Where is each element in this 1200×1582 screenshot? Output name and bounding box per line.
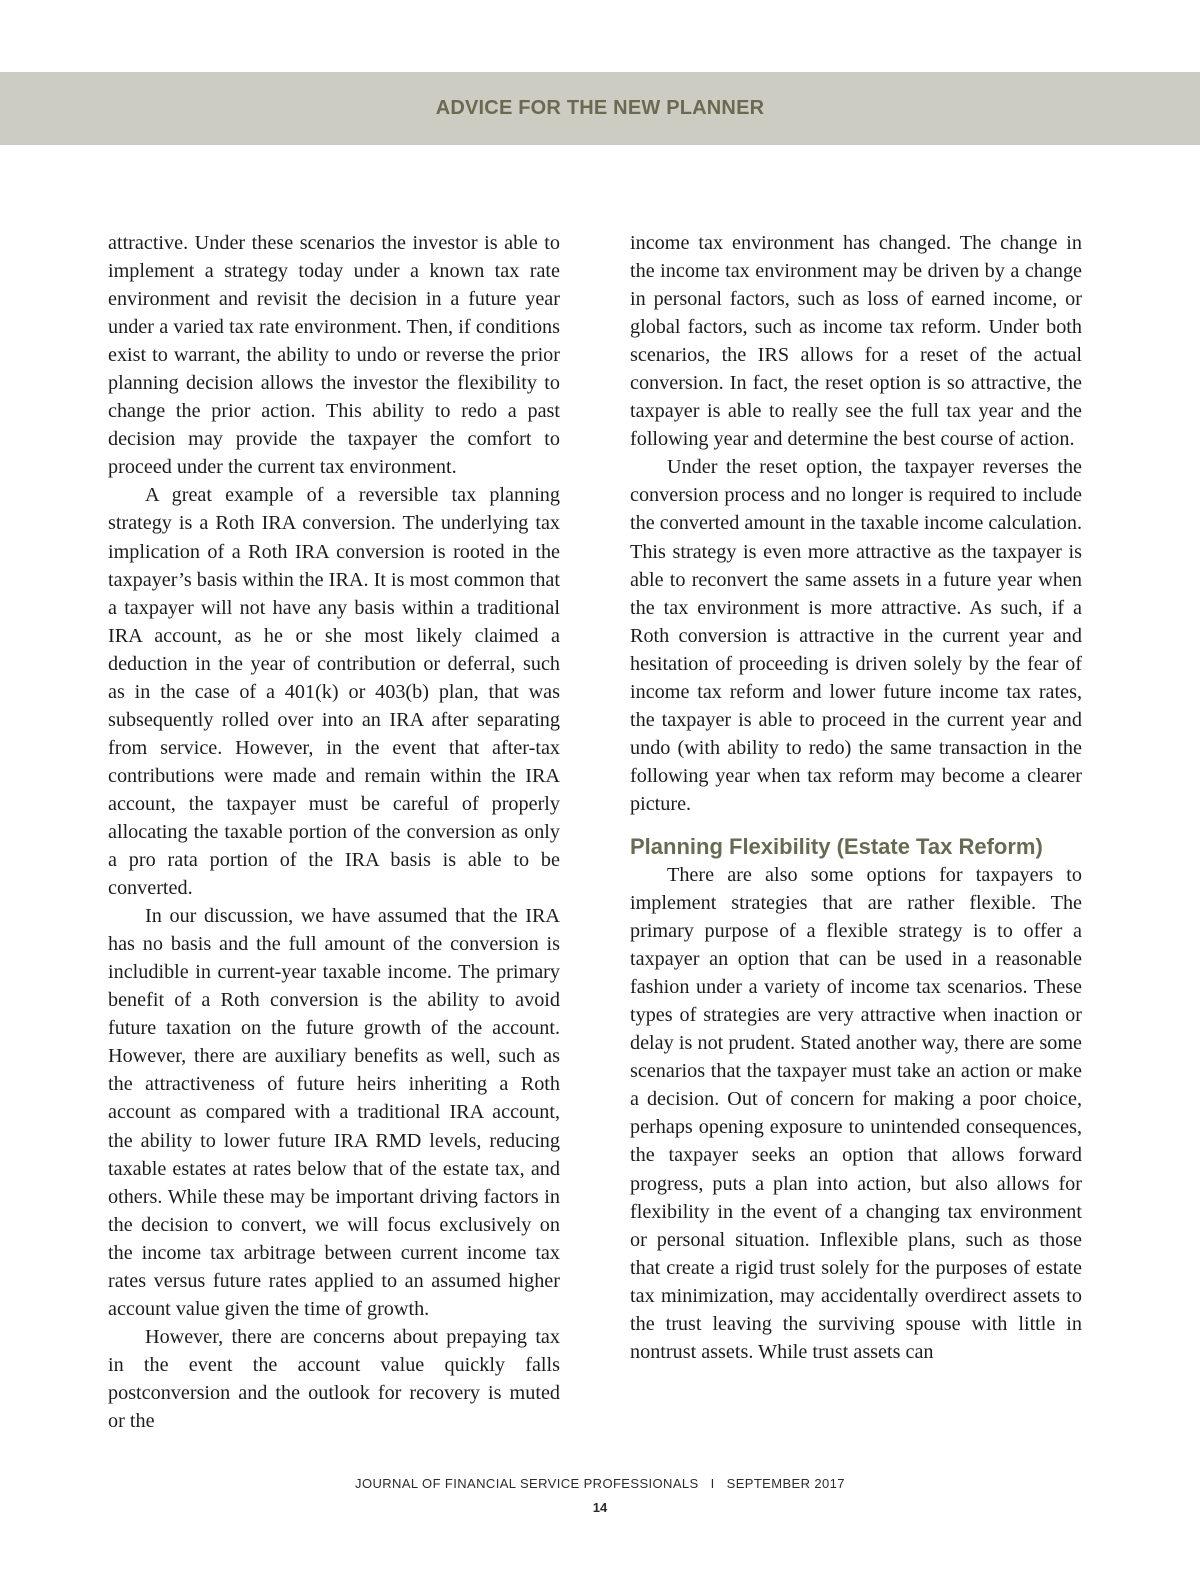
- body-paragraph: There are also some options for taxpayers to implement strategies that are rather flexible. The primary purpose of a flexible strategy is to offer a taxpayer an option that can be used in a reasonable fashion under a variety of income tax scenarios. These types of strategies are very attractive when inaction or delay is not prudent. Stated another way, there are some scenarios that the taxpayer must take an action or make a decision. Out of concern for making a poor choice, perhaps opening exposure to unintended consequences, the taxpayer seeks an option that allows forward progress, puts a plan into action, but also allows for flexibility in the event of a changing tax environment or personal situation. Inflexible plans, such as those that create a rigid trust solely for the purposes of estate tax minimization, may accidentally overdirect assets to the trust leaving the surviving spouse with little in nontrust assets. While trust assets can: [630, 863, 1082, 1363]
- journal-name: JOURNAL OF FINANCIAL SERVICE PROFESSIONALS: [355, 1476, 699, 1491]
- right-column: [630, 229, 1082, 1366]
- page-footer: [0, 1476, 1200, 1491]
- issue-date: SEPTEMBER 2017: [726, 1476, 845, 1491]
- body-paragraph: A great example of a reversible tax planning strategy is a Roth IRA conversion. The underlying tax implication of a Roth IRA conversion is rooted in the taxpayer’s basis within the IRA. It is most common that a taxpayer will not have any basis within a traditional IRA account, as he or she most likely claimed a deduction in the year of contribution or deferral, such as in the case of a 401(k) or 403(b) plan, that was subsequently rolled over into an IRA after separating from service. However, in the event that after-tax contributions were made and remain within the IRA account, the taxpayer must be careful of properly allocating the taxable portion of the conversion as only a pro rata portion of the IRA basis is able to be converted.: [108, 484, 560, 900]
- footer-separator: I: [710, 1476, 715, 1491]
- body-paragraph: Under the reset option, the taxpayer reverses the conversion process and no longer is required to include the converted amount in the taxable income calculation. This strategy is even more attractive as the taxpayer is able to reconvert the same assets in a future year when the tax environment is more attractive. As such, if a Roth conversion is attractive in the current year and hesitation of proceeding is driven solely by the fear of income tax reform and lower future income tax rates, the taxpayer is able to proceed in the current year and undo (with ability to redo) the same transaction in the following year when tax reform may become a clearer picture.: [630, 456, 1082, 815]
- left-column: [108, 229, 560, 1435]
- body-paragraph: attractive. Under these scenarios the investor is able to implement a strategy today under a known tax rate environment and revisit the decision in a future year under a varied tax rate environment. Then, if conditions exist to warrant, the ability to undo or reverse the prior planning decision allows the investor the flexibility to change the prior action. This ability to redo a past decision may provide the taxpayer the comfort to proceed under the current tax environment.: [108, 232, 560, 479]
- body-paragraph: However, there are concerns about prepaying tax in the event the account value quickly falls postconversion and the outlook for recovery is muted or the: [108, 1325, 560, 1432]
- body-paragraph: In our discussion, we have assumed that the IRA has no basis and the full amount of the conversion is includible in current-year taxable income. The primary benefit of a Roth conversion is the ability to avoid future taxation on the future growth of the account. However, there are auxiliary benefits as well, such as the attractiveness of future heirs inheriting a Roth account as compared with a traditional IRA account, the ability to lower future IRA RMD levels, reducing taxable estates at rates below that of the estate tax, and others. While these may be important driving factors in the decision to convert, we will focus exclusively on the income tax arbitrage between current income tax rates versus future rates applied to an assumed higher account value given the time of growth.: [108, 905, 560, 1320]
- section-banner-title: ADVICE FOR THE NEW PLANNER: [435, 97, 765, 119]
- body-paragraph: income tax environment has changed. The change in the income tax environment may be driven by a change in personal factors, such as loss of earned income, or global factors, such as income tax reform. Under both scenarios, the IRS allows for a reset of the actual conversion. In fact, the reset option is so attractive, the taxpayer is able to really see the full tax year and the following year and determine the best course of action.: [630, 232, 1082, 451]
- page-number: 14: [592, 1500, 608, 1515]
- section-heading: Planning Flexibility (Estate Tax Reform): [630, 833, 1043, 859]
- header-band: [0, 72, 1200, 145]
